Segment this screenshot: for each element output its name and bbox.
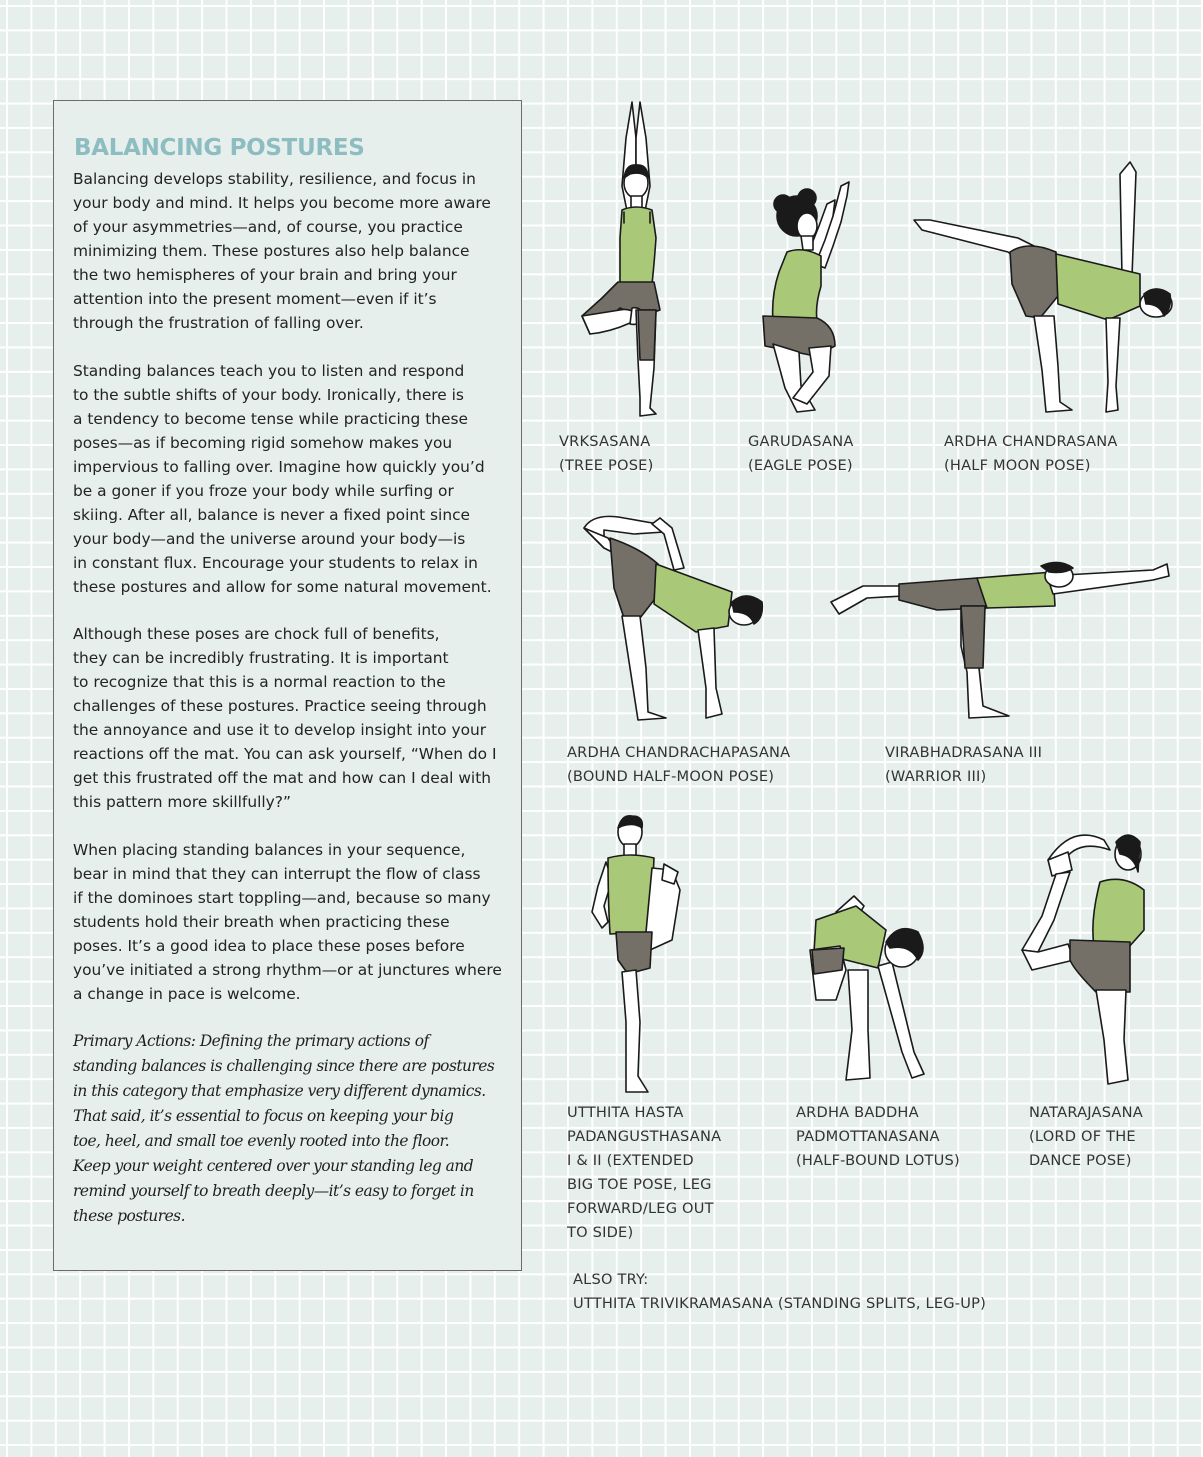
paragraph-standing-balances: [73, 359, 505, 599]
pose-english-name: DANCE POSE): [1029, 1152, 1132, 1169]
text-line: attention into the present moment—even if it’s: [73, 290, 437, 308]
text-line: these postures and allow for some natural movement.: [73, 578, 492, 596]
pose-english-name: (HALF-BOUND LOTUS): [796, 1152, 960, 1169]
pose-name: ARDHA BADDHA: [796, 1104, 919, 1121]
caption-utthita-hasta: [567, 1101, 721, 1245]
pose-name: UTTHITA HASTA: [567, 1104, 684, 1121]
text-line: poses—as if becoming rigid somehow makes you: [73, 434, 453, 452]
text-line: you’ve initiated a strong rhythm—or at junctures where: [73, 961, 502, 979]
text-line: students hold their breath when practicing these: [73, 913, 450, 931]
caption-ardha-chandrasana: [944, 430, 1118, 478]
also-try-block: [573, 1268, 986, 1316]
pose-name: NATARAJASANA: [1029, 1104, 1143, 1121]
text-line: Standing balances teach you to listen and respond: [73, 362, 465, 380]
pose-english-name: I & II (EXTENDED: [567, 1152, 694, 1169]
dancer-pose-figure: [1012, 820, 1152, 1092]
warrior-three-pose-figure: [827, 556, 1172, 728]
pose-english-name: (EAGLE POSE): [748, 457, 853, 474]
pose-english-name: TO SIDE): [567, 1224, 634, 1241]
also-try-label: ALSO TRY:: [573, 1271, 649, 1288]
text-line: challenges of these postures. Practice seeing through: [73, 697, 487, 715]
text-line: your body and mind. It helps you become more aware: [73, 194, 491, 212]
text-line: they can be incredibly frustrating. It is important: [73, 649, 449, 667]
text-line: the annoyance and use it to develop insight into your: [73, 721, 487, 739]
text-line: impervious to falling over. Imagine how quickly you’d: [73, 458, 485, 476]
section-title: BALANCING POSTURES: [74, 135, 365, 161]
pose-name: ARDHA CHANDRACHAPASANA: [567, 744, 791, 761]
text-line: bear in mind that they can interrupt the flow of class: [73, 865, 481, 883]
pose-english-name: FORWARD/LEG OUT: [567, 1200, 714, 1217]
caption-ardha-chandrachapasana: [567, 741, 790, 789]
half-bound-lotus-pose-figure: [806, 890, 936, 1090]
pose-english-name: (LORD OF THE: [1029, 1128, 1136, 1145]
pose-name: VIRABHADRASANA III: [885, 744, 1043, 761]
pose-name: VRKSASANA: [559, 433, 651, 450]
text-line: these postures.: [73, 1207, 185, 1225]
caption-ardha-baddha: [796, 1101, 960, 1173]
text-line: in constant flux. Encourage your students to relax in: [73, 554, 478, 572]
caption-virabhadrasana: [885, 741, 1042, 789]
text-line: the two hemispheres of your brain and bring your: [73, 266, 457, 284]
text-line: minimizing them. These postures also help balance: [73, 242, 470, 260]
extended-big-toe-pose-figure: [578, 810, 688, 1100]
pose-name: ARDHA CHANDRASANA: [944, 433, 1118, 450]
text-line: in this category that emphasize very different dynamics.: [73, 1082, 486, 1100]
text-line: standing balances is challenging since there are postures: [73, 1057, 495, 1075]
pose-english-name: (TREE POSE): [559, 457, 654, 474]
text-line: toe, heel, and small toe evenly rooted into the floor.: [73, 1132, 450, 1150]
text-line: Keep your weight centered over your standing leg and: [73, 1157, 474, 1175]
text-line: your body—and the universe around your body—is: [73, 530, 466, 548]
eagle-pose-figure: [755, 176, 875, 421]
tree-pose-figure: [570, 98, 680, 423]
text-line: When placing standing balances in your sequence,: [73, 841, 466, 859]
paragraph-intro: [73, 167, 505, 335]
primary-actions-note: [73, 1029, 513, 1229]
text-line: a change in pace is welcome.: [73, 985, 301, 1003]
text-line: skiing. After all, balance is never a fixed point since: [73, 506, 471, 524]
sidebar-box: [53, 100, 522, 1271]
text-line: remind yourself to breath deeply—it’s easy to forget in: [73, 1182, 474, 1200]
pose-name: PADANGUSTHASANA: [567, 1128, 722, 1145]
text-line: Primary Actions: Defining the primary actions of: [73, 1032, 429, 1050]
text-line: through the frustration of falling over.: [73, 314, 364, 332]
text-line: a tendency to become tense while practicing these: [73, 410, 468, 428]
also-try-text: UTTHITA TRIVIKRAMASANA (STANDING SPLITS, LEG-UP): [573, 1295, 987, 1312]
pose-english-name: (WARRIOR III): [885, 768, 987, 785]
text-line: this pattern more skillfully?”: [73, 793, 291, 811]
pose-english-name: (HALF MOON POSE): [944, 457, 1091, 474]
pose-name: PADMOTTANASANA: [796, 1128, 940, 1145]
bound-half-moon-pose-figure: [574, 508, 779, 726]
pose-name: GARUDASANA: [748, 433, 854, 450]
text-line: to recognize that this is a normal reaction to the: [73, 673, 446, 691]
text-line: Although these poses are chock full of benefits,: [73, 625, 440, 643]
half-moon-pose-figure: [908, 156, 1178, 418]
text-line: poses. It’s a good idea to place these poses before: [73, 937, 465, 955]
text-line: of your asymmetries—and, of course, you practice: [73, 218, 463, 236]
text-line: reactions off the mat. You can ask yourself, “When do I: [73, 745, 497, 763]
caption-natarajasana: [1029, 1101, 1143, 1173]
pose-english-name: (BOUND HALF-MOON POSE): [567, 768, 775, 785]
pose-english-name: BIG TOE POSE, LEG: [567, 1176, 712, 1193]
caption-garudasana: [748, 430, 854, 478]
text-line: Balancing develops stability, resilience, and focus in: [73, 170, 476, 188]
paragraph-frustration: [73, 622, 505, 814]
text-line: be a goner if you froze your body while surfing or: [73, 482, 454, 500]
text-line: to the subtle shifts of your body. Ironically, there is: [73, 386, 464, 404]
text-line: if the dominoes start toppling—and, because so many: [73, 889, 491, 907]
text-line: get this frustrated off the mat and how can I deal with: [73, 769, 491, 787]
text-line: That said, it’s essential to focus on keeping your big: [73, 1107, 454, 1125]
caption-vrksasana: [559, 430, 654, 478]
paragraph-sequence: [73, 838, 505, 1006]
